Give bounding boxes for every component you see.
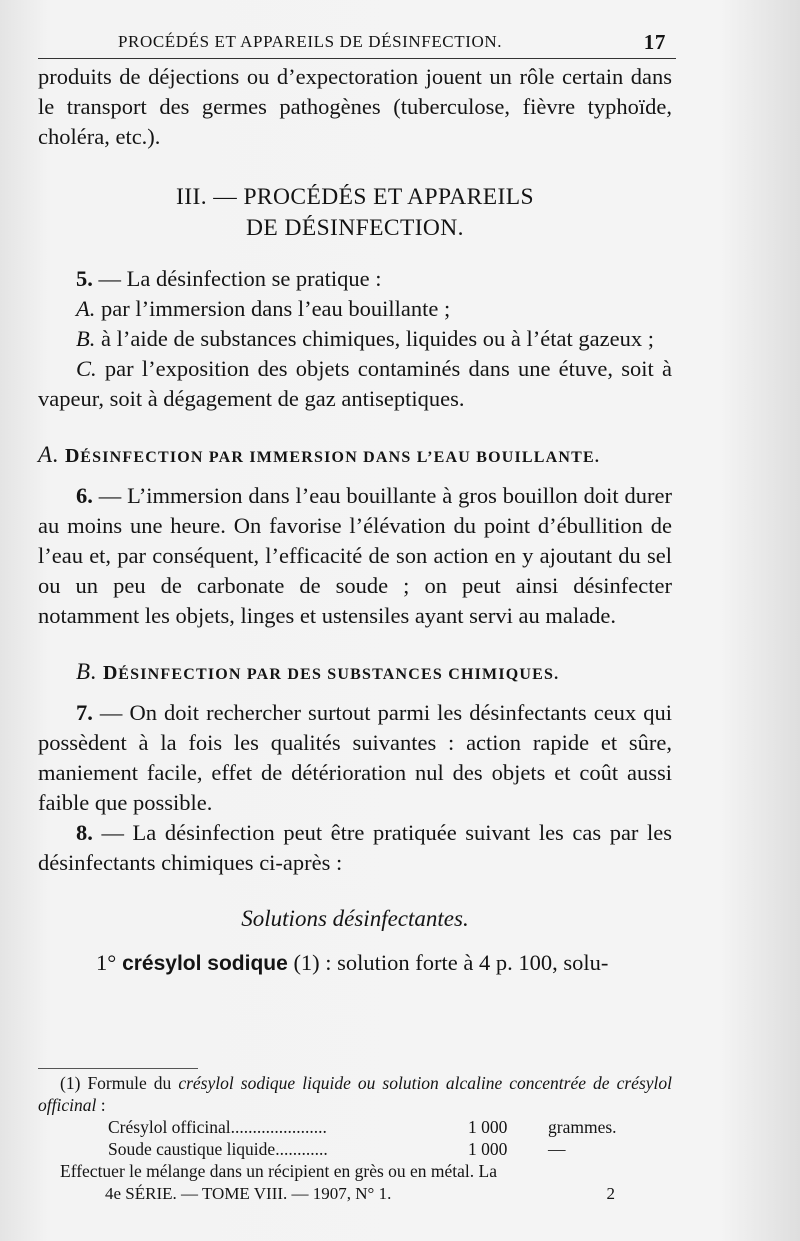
- para8-number: 8.: [76, 820, 93, 845]
- item-a-letter: A.: [76, 296, 96, 321]
- subheading-b: [76, 657, 672, 690]
- main-text: [38, 62, 672, 979]
- sheet-signature: 2: [606, 1184, 615, 1203]
- item-a-text: par l’immersion dans l’eau bouillante ;: [95, 296, 451, 321]
- subheading-b-first: D: [102, 662, 119, 684]
- formula-unit: grammes.: [548, 1117, 617, 1137]
- solution-item-1-name: crésylol sodique: [116, 952, 288, 975]
- para7-number: 7.: [76, 700, 93, 725]
- footnote-intro: [38, 1072, 672, 1116]
- item-a: [38, 294, 672, 324]
- formula-row: [38, 1138, 672, 1160]
- paragraph-7: [38, 698, 672, 818]
- item-b: [38, 324, 672, 354]
- section-title-line2: DE DÉSINFECTION.: [246, 215, 464, 241]
- para6-number: 6.: [76, 483, 93, 508]
- para5-intro: — La désinfection se pratique :: [92, 266, 382, 291]
- subheading-a-letter: A.: [38, 442, 60, 467]
- formula-row: [38, 1116, 672, 1138]
- footnote-intro-italic: crésylol sodique liquide ou solution alcaline concentrée de crésylol officinal: [38, 1073, 672, 1115]
- formula-label: Soude caustique liquide............: [108, 1139, 328, 1159]
- solution-item-1-number: 1°: [96, 950, 117, 975]
- item-c: [38, 354, 672, 414]
- paragraph-8: [38, 818, 672, 878]
- formula-label: Crésylol officinal......................: [108, 1117, 327, 1137]
- para8-text: — La désinfection peut être pratiquée suivant les cas par les désinfectants chimiques ci-après :: [38, 820, 672, 875]
- footnote: [38, 1072, 672, 1182]
- formula-qty: 1 000: [468, 1117, 508, 1137]
- item-b-text: à l’aide de substances chimiques, liquides ou à l’état gazeux ;: [95, 326, 654, 351]
- footnote-intro-end: :: [96, 1095, 106, 1115]
- running-title: PROCÉDÉS ET APPAREILS DE DÉSINFECTION.: [118, 32, 503, 51]
- section-title: [38, 182, 672, 244]
- para7-text: — On doit rechercher surtout parmi les désinfectants ceux qui possèdent à la fois les qualités suivantes : action rapide et sûre, maniement facile, effet de détérioration nul des objets et coût aussi faible que possible.: [38, 700, 672, 815]
- header-rule: [38, 58, 676, 59]
- running-header: [118, 32, 666, 52]
- subheading-b-letter: B.: [76, 659, 98, 684]
- paragraph-6: [38, 481, 672, 631]
- footnote-intro-start: (1) Formule du: [60, 1073, 179, 1093]
- section-title-line1: III. — PROCÉDÉS ET APPAREILS: [176, 184, 534, 210]
- solutions-title: Solutions désinfectantes.: [241, 906, 469, 931]
- intro-paragraph: produits de déjections ou d’expectoration jouent un rôle certain dans le transport des germes pathogènes (tuberculose, fièvre typhoïde, choléra, etc.).: [38, 64, 672, 149]
- subheading-a-rest: ÉSINFECTION PAR IMMERSION DANS L’EAU BOUILLANTE.: [80, 449, 601, 466]
- footnote-closing: Effectuer le mélange dans un récipient en grès ou en métal. La: [60, 1161, 497, 1181]
- signature-line: [105, 1184, 615, 1204]
- footnote-rule: [38, 1068, 198, 1069]
- para6-text: — L’immersion dans l’eau bouillante à gros bouillon doit durer au moins une heure. On favorise l’élévation du point d’ébullition de l’eau et, par conséquent, l’efficacité de son action en y ajoutant du sel ou un peu de carbonate de soude ; on peut ainsi désinfecter notamment les objets, linges et ustensiles ayant servi au malade.: [38, 483, 672, 628]
- subheading-a: [38, 440, 672, 473]
- page-number: 17: [643, 30, 666, 54]
- item-c-letter: C.: [76, 356, 97, 381]
- para5-number: 5.: [76, 266, 93, 291]
- item-c-text: par l’exposition des objets contaminés dans une étuve, soit à vapeur, soit à dégagement de gaz antiseptiques.: [38, 356, 672, 411]
- solution-item-1: [38, 948, 672, 979]
- paragraph-5: [38, 264, 672, 294]
- subheading-a-first: D: [64, 445, 81, 467]
- formula-qty: 1 000: [468, 1139, 508, 1159]
- solution-item-1-text: (1) : solution forte à 4 p. 100, solu-: [287, 950, 609, 975]
- subheading-b-rest: ÉSINFECTION PAR DES SUBSTANCES CHIMIQUES.: [118, 666, 560, 683]
- series-info: 4e SÉRIE. — TOME VIII. — 1907, N° 1.: [105, 1184, 392, 1203]
- formula-unit: —: [548, 1139, 566, 1159]
- item-b-letter: B.: [76, 326, 96, 351]
